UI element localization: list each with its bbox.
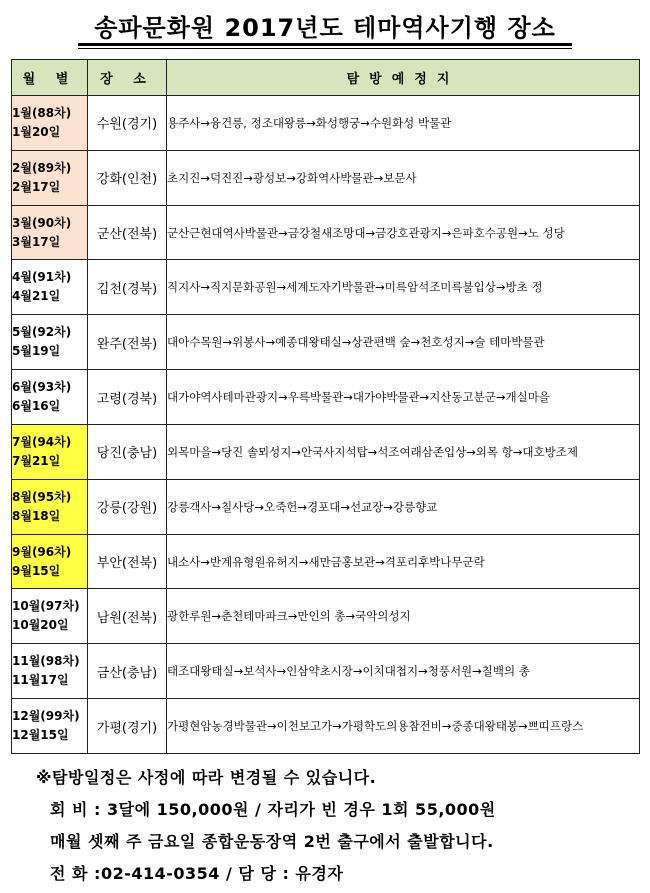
table-row bbox=[12, 205, 640, 260]
note-schedule-change: ※탐방일정은 사정에 따라 변경될 수 있습니다. bbox=[36, 768, 377, 787]
date-label: 5월19일 bbox=[12, 344, 61, 359]
table-row bbox=[12, 96, 640, 151]
route-cell: 내소사→반계유형원유허지→새만금홍보관→격포리후박나무군락 bbox=[167, 534, 640, 589]
round-label: 5월(92차) bbox=[12, 325, 72, 340]
date-label: 7월21일 bbox=[12, 453, 61, 468]
place-cell: 금산(충남) bbox=[88, 644, 167, 699]
route-cell: 대아수목원→위봉사→예종대왕태실→상관편백 숲→천호성지→술 테마박물관 bbox=[167, 315, 640, 370]
route-cell: 용주사→융건릉, 정조대왕릉→화성행궁→수원화성 박물관 bbox=[167, 96, 640, 151]
month-cell bbox=[12, 315, 88, 370]
month-cell bbox=[12, 370, 88, 425]
table-row bbox=[12, 315, 640, 370]
note-departure: 매월 셋째 주 금요일 종합운동장역 2번 출구에서 출발합니다. bbox=[50, 832, 494, 851]
table-row bbox=[12, 479, 640, 534]
round-label: 12월(99차) bbox=[12, 709, 80, 724]
table-row bbox=[12, 260, 640, 315]
route-cell: 강릉객사→칠사당→오죽헌→경포대→선교장→강릉향교 bbox=[167, 479, 640, 534]
route-cell: 대가야역사테마관광지→우륵박물관→대가야박물관→지산동고분군→개실마을 bbox=[167, 370, 640, 425]
table-row bbox=[12, 370, 640, 425]
round-label: 7월(94차) bbox=[12, 434, 72, 449]
header-place: 장 소 bbox=[88, 60, 167, 96]
place-cell: 가평(경기) bbox=[88, 699, 167, 754]
date-label: 1월20일 bbox=[12, 124, 61, 139]
table-row bbox=[12, 534, 640, 589]
month-cell bbox=[12, 589, 88, 644]
table-header-row bbox=[12, 60, 640, 96]
date-label: 12월15일 bbox=[12, 728, 69, 743]
notes-section bbox=[36, 762, 636, 890]
table-row bbox=[12, 589, 640, 644]
place-cell: 군산(전북) bbox=[88, 205, 167, 260]
date-label: 4월21일 bbox=[12, 289, 61, 304]
round-label: 3월(90차) bbox=[12, 215, 72, 230]
schedule-table bbox=[11, 59, 640, 754]
route-cell: 초지진→덕진진→광성보→강화역사박물관→보문사 bbox=[167, 150, 640, 205]
route-cell: 가평현암농경박물관→이천보고가→가평학도의용참전비→중종대왕태봉→쁘띠프랑스 bbox=[167, 699, 640, 754]
round-label: 8월(95차) bbox=[12, 489, 72, 504]
route-cell: 군산근현대역사박물관→금강철새조망대→금강호관광지→은파호수공원→노 성당 bbox=[167, 205, 640, 260]
month-cell bbox=[12, 96, 88, 151]
route-cell: 광한루원→춘천테마파크→만인의 총→국악의성지 bbox=[167, 589, 640, 644]
note-contact: 전 화 :02-414-0354 / 담 당 : 유경자 bbox=[50, 864, 344, 883]
place-cell: 강릉(강원) bbox=[88, 479, 167, 534]
round-label: 10월(97차) bbox=[12, 599, 80, 614]
round-label: 9월(96차) bbox=[12, 544, 72, 559]
table-row bbox=[12, 150, 640, 205]
round-label: 11월(98차) bbox=[12, 654, 80, 669]
place-cell: 고령(경북) bbox=[88, 370, 167, 425]
route-cell: 태조대왕태실→보석사→인삼약초시장→이치대첩지→청풍서원→칠백의 총 bbox=[167, 644, 640, 699]
table-row bbox=[12, 424, 640, 479]
round-label: 1월(88차) bbox=[12, 105, 72, 120]
date-label: 8월18일 bbox=[12, 508, 61, 523]
date-label: 11월17일 bbox=[12, 673, 69, 688]
month-cell bbox=[12, 479, 88, 534]
date-label: 10월20일 bbox=[12, 618, 69, 633]
month-cell bbox=[12, 699, 88, 754]
route-cell: 직지사→직지문화공원→세계도자기박물관→미륵암석조미륵불입상→방초 정 bbox=[167, 260, 640, 315]
place-cell: 김천(경북) bbox=[88, 260, 167, 315]
date-label: 3월17일 bbox=[12, 234, 61, 249]
place-cell: 강화(인천) bbox=[88, 150, 167, 205]
date-label: 9월15일 bbox=[12, 563, 61, 578]
page-title: 송파문화원 2017년도 테마역사기행 장소 bbox=[94, 14, 556, 42]
place-cell: 부안(전북) bbox=[88, 534, 167, 589]
round-label: 2월(89차) bbox=[12, 160, 72, 175]
month-cell bbox=[12, 205, 88, 260]
note-fee: 회 비 : 3달에 150,000원 / 자리가 빈 경우 1회 55,000원 bbox=[50, 800, 496, 819]
header-schedule: 탐방예정지 bbox=[167, 60, 640, 96]
title-underline-thick bbox=[78, 43, 572, 46]
place-cell: 완주(전북) bbox=[88, 315, 167, 370]
table-row bbox=[12, 644, 640, 699]
place-cell: 남원(전북) bbox=[88, 589, 167, 644]
place-cell: 당진(충남) bbox=[88, 424, 167, 479]
month-cell bbox=[12, 534, 88, 589]
table-row bbox=[12, 699, 640, 754]
date-label: 2월17일 bbox=[12, 179, 61, 194]
month-cell bbox=[12, 260, 88, 315]
route-cell: 외목마을→당진 솔뫼성지→안국사지석탑→석조여래삼존입상→외목 항→대호방조제 bbox=[167, 424, 640, 479]
round-label: 4월(91차) bbox=[12, 270, 72, 285]
header-month: 월 별 bbox=[12, 60, 88, 96]
round-label: 6월(93차) bbox=[12, 380, 72, 395]
title-underline-thin bbox=[78, 48, 572, 49]
month-cell bbox=[12, 150, 88, 205]
place-cell: 수원(경기) bbox=[88, 96, 167, 151]
month-cell bbox=[12, 424, 88, 479]
date-label: 6월16일 bbox=[12, 399, 61, 414]
month-cell bbox=[12, 644, 88, 699]
